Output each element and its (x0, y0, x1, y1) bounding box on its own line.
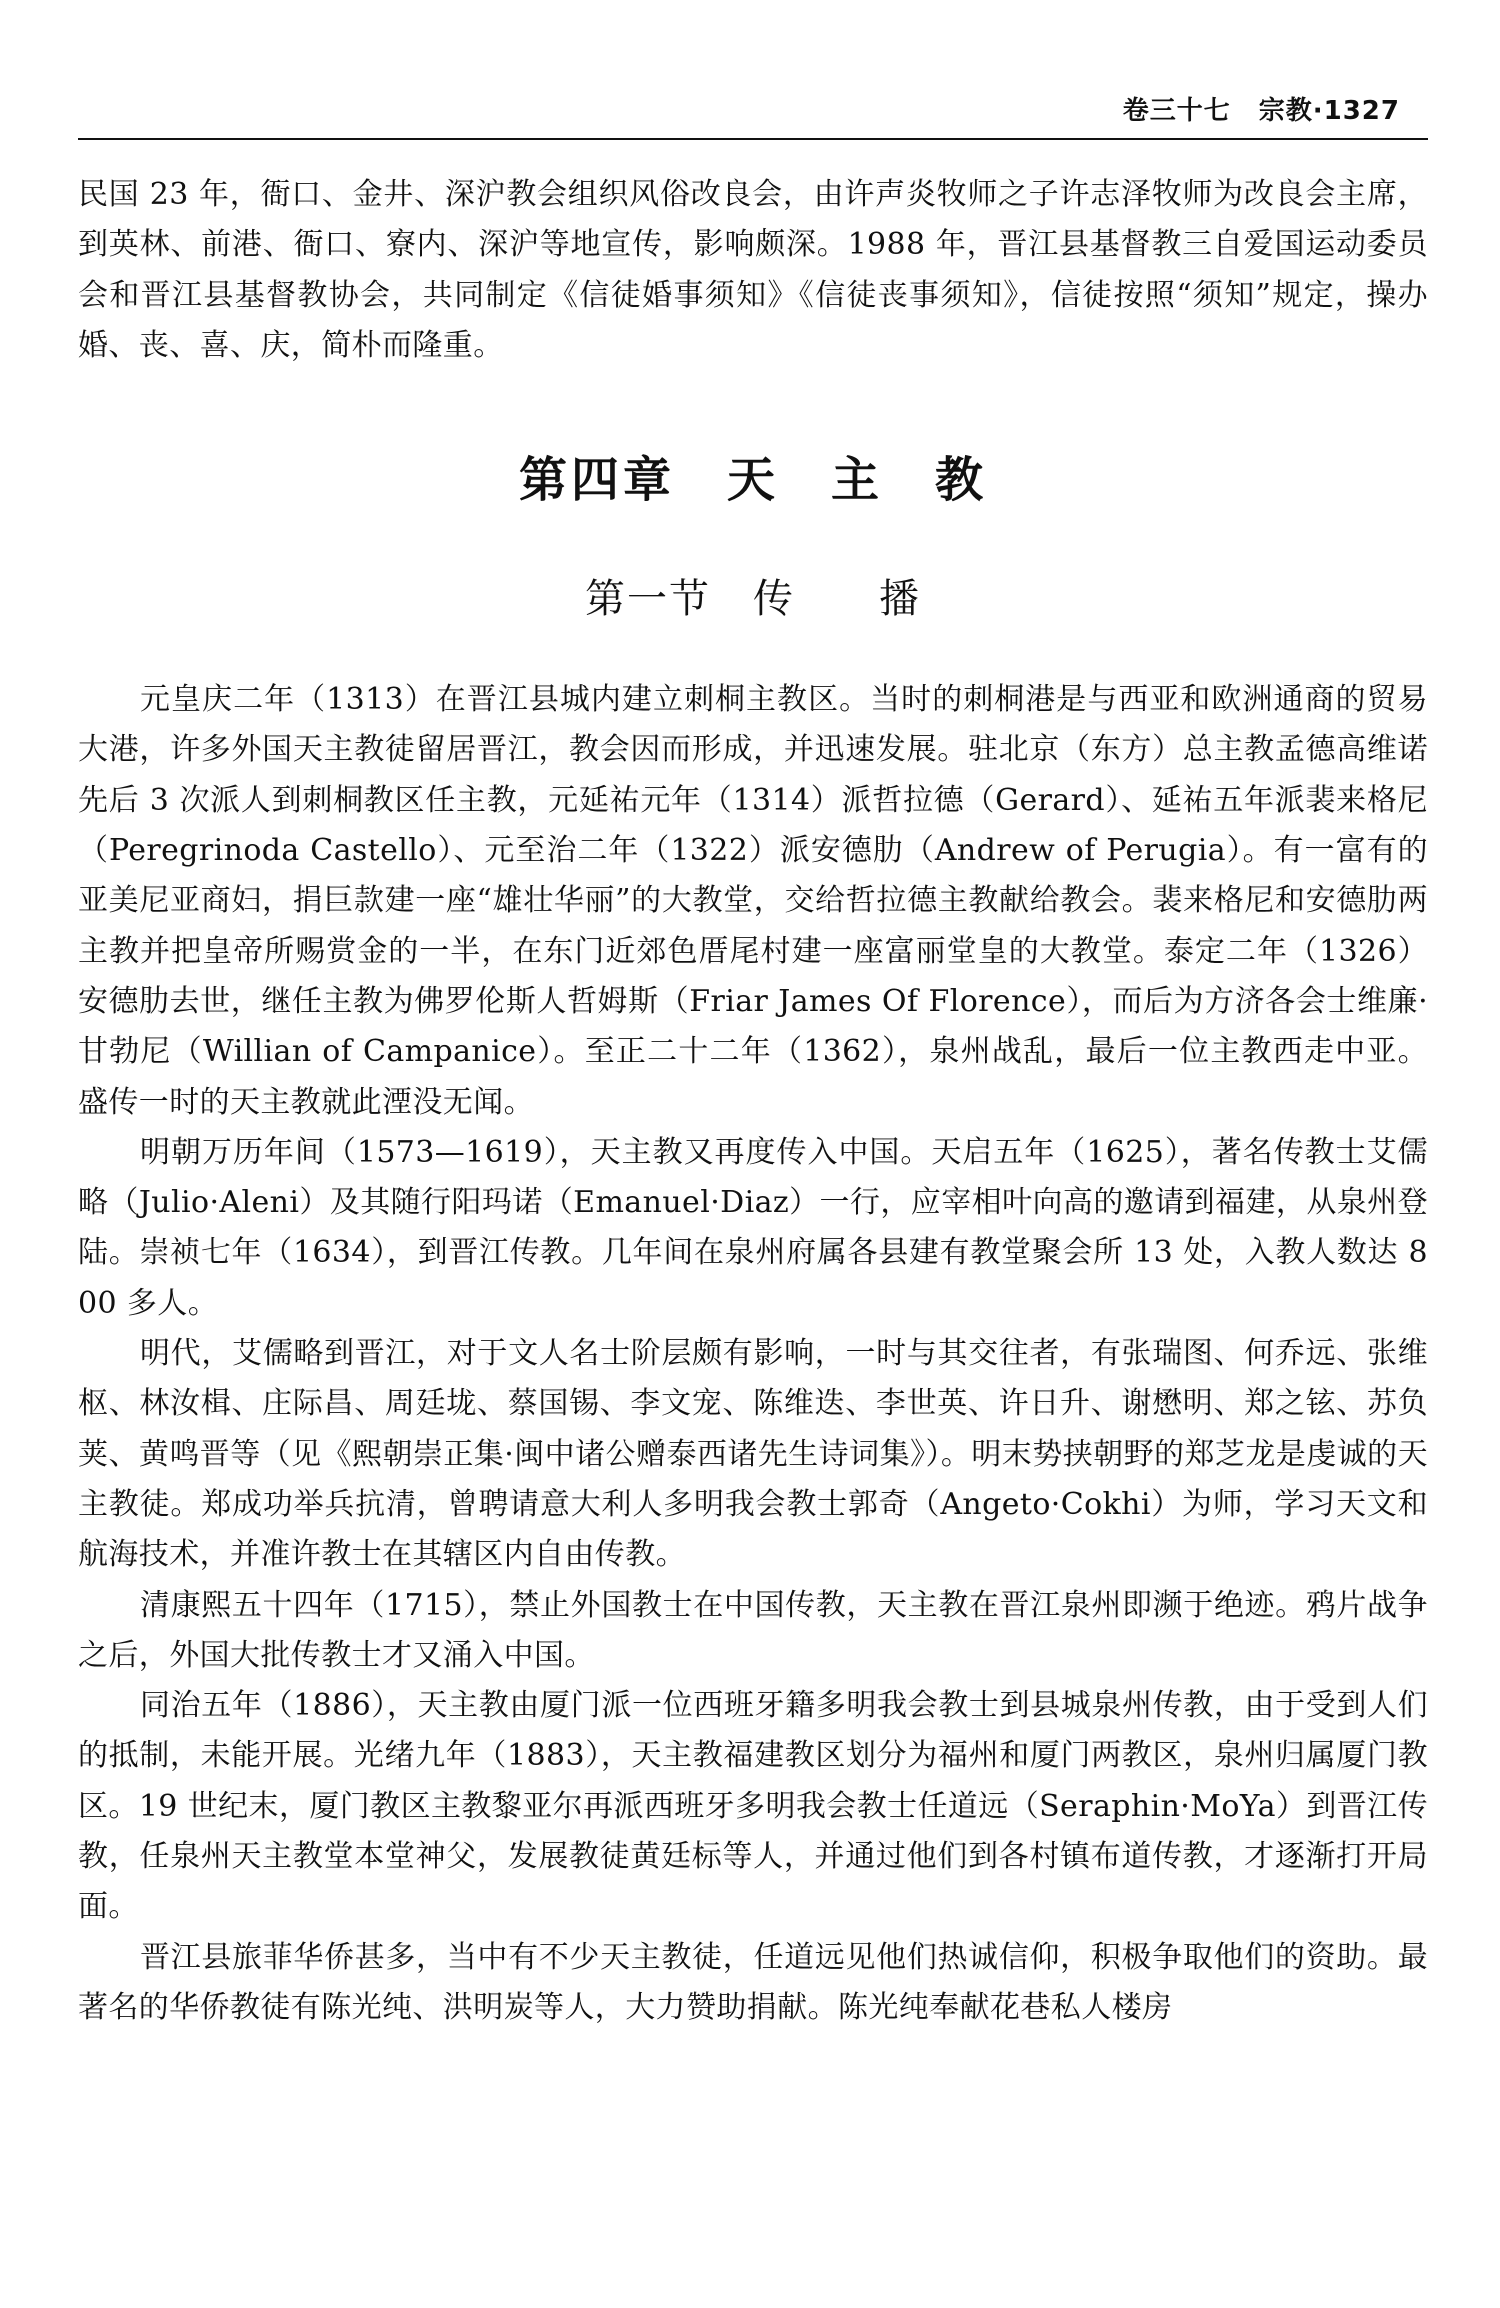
header-rule (78, 138, 1428, 140)
volume-label: 卷三十七 (1122, 96, 1231, 126)
intro-paragraph: 民国 23 年，衙口、金井、深沪教会组织风俗改良会，由许声炎牧师之子许志泽牧师为改良会主席，到英林、前港、衙口、寮内、深沪等地宣传，影响颇深。1988 年，晋江县基督教三自爱国运动委员会和晋江县基督教协会，共同制定《信徒婚事须知》《信徒丧事须知》，信徒按照“须知”规定，操办婚、丧、喜、庆，简朴而隆重。 (78, 177, 1428, 363)
paragraph-tongzhi: 同治五年（1886），天主教由厦门派一位西班牙籍多明我会教士到县城泉州传教，由于受到人们的抵制，未能开展。光绪九年（1883），天主教福建教区划分为福州和厦门两教区，泉州归属厦门教区。19 世纪末，厦门教区主教黎亚尔再派西班牙多明我会教士任道远（Seraphin·MoYa）到晋江传教，任泉州天主教堂本堂神父，发展教徒黄廷标等人，并通过他们到各村镇布道传教，才逐渐打开局面。 (78, 1688, 1428, 1925)
page-body (78, 170, 1428, 2033)
topic-label: 宗教 (1258, 96, 1313, 126)
book-page (78, 0, 1428, 2308)
paragraph-yuan-dynasty: 元皇庆二年（1313）在晋江县城内建立刺桐主教区。当时的刺桐港是与西亚和欧洲通商的贸易大港，许多外国天主教徒留居晋江，教会因而形成，并迅速发展。驻北京（东方）总主教孟德高维诺先后 3 次派人到刺桐教区任主教，元延祐元年（1314）派哲拉德（Gerard）、延祐五年派裴来格尼（Peregrinoda Castello）、元至治二年（1322）派安德肋（Andrew of Perugia）。有一富有的亚美尼亚商妇，捐巨款建一座“雄壮华丽”的大教堂，交给哲拉德主教献给教会。裴来格尼和安德肋两主教并把皇帝所赐赏金的一半，在东门近郊色厝尾村建一座富丽堂皇的大教堂。泰定二年（1326）安德肋去世，继任主教为佛罗伦斯人哲姆斯（Friar James Of Florence），而后为方济各会士维廉·甘勃尼（Willian of Campanice）。至正二十二年（1362），泉州战乱，最后一位主教西走中亚。盛传一时的天主教就此湮没无闻。 (78, 682, 1428, 1120)
paragraph-ming-scholars: 明代，艾儒略到晋江，对于文人名士阶层颇有影响，一时与其交往者，有张瑞图、何乔远、张维枢、林汝楫、庄际昌、周廷垅、蔡国锡、李文宠、陈维迭、李世英、许日升、谢懋明、郑之铉、苏负荚、黄鸣晋等（见《熙朝崇正集·闽中诸公赠泰西诸先生诗词集》）。明末势挟朝野的郑芝龙是虔诚的天主教徒。郑成功举兵抗清，曾聘请意大利人多明我会教士郭奇（Angeto·Cokhi）为师，学习天文和航海技术，并准许教士在其辖区内自由传教。 (78, 1336, 1428, 1573)
paragraph-overseas-chinese: 晋江县旅菲华侨甚多，当中有不少天主教徒，任道远见他们热诚信仰，积极争取他们的资助。最著名的华侨教徒有陈光纯、洪明炭等人，大力赞助捐献。陈光纯奉献花巷私人楼房 (78, 1939, 1428, 2025)
chapter-title: 第四章 天 主 教 (518, 452, 987, 509)
page-number: ·1327 (1312, 96, 1400, 126)
running-head (1123, 90, 1400, 127)
paragraph-kangxi-ban: 清康熙五十四年（1715），禁止外国教士在中国传教，天主教在晋江泉州即濒于绝迹。鸦片战争之后，外国大批传教士才又涌入中国。 (78, 1587, 1428, 1673)
section-title: 第一节 传 播 (585, 576, 921, 623)
paragraph-wanli: 明朝万历年间（1573—1619），天主教又再度传入中国。天启五年（1625），著名传教士艾儒略（Julio·Aleni）及其随行阳玛诺（Emanuel·Diaz）一行，应宰相叶向高的邀请到福建，从泉州登陆。崇祯七年（1634），到晋江传教。几年间在泉州府属各县建有教堂聚会所 13 处，入教人数达 800 多人。 (78, 1134, 1428, 1321)
